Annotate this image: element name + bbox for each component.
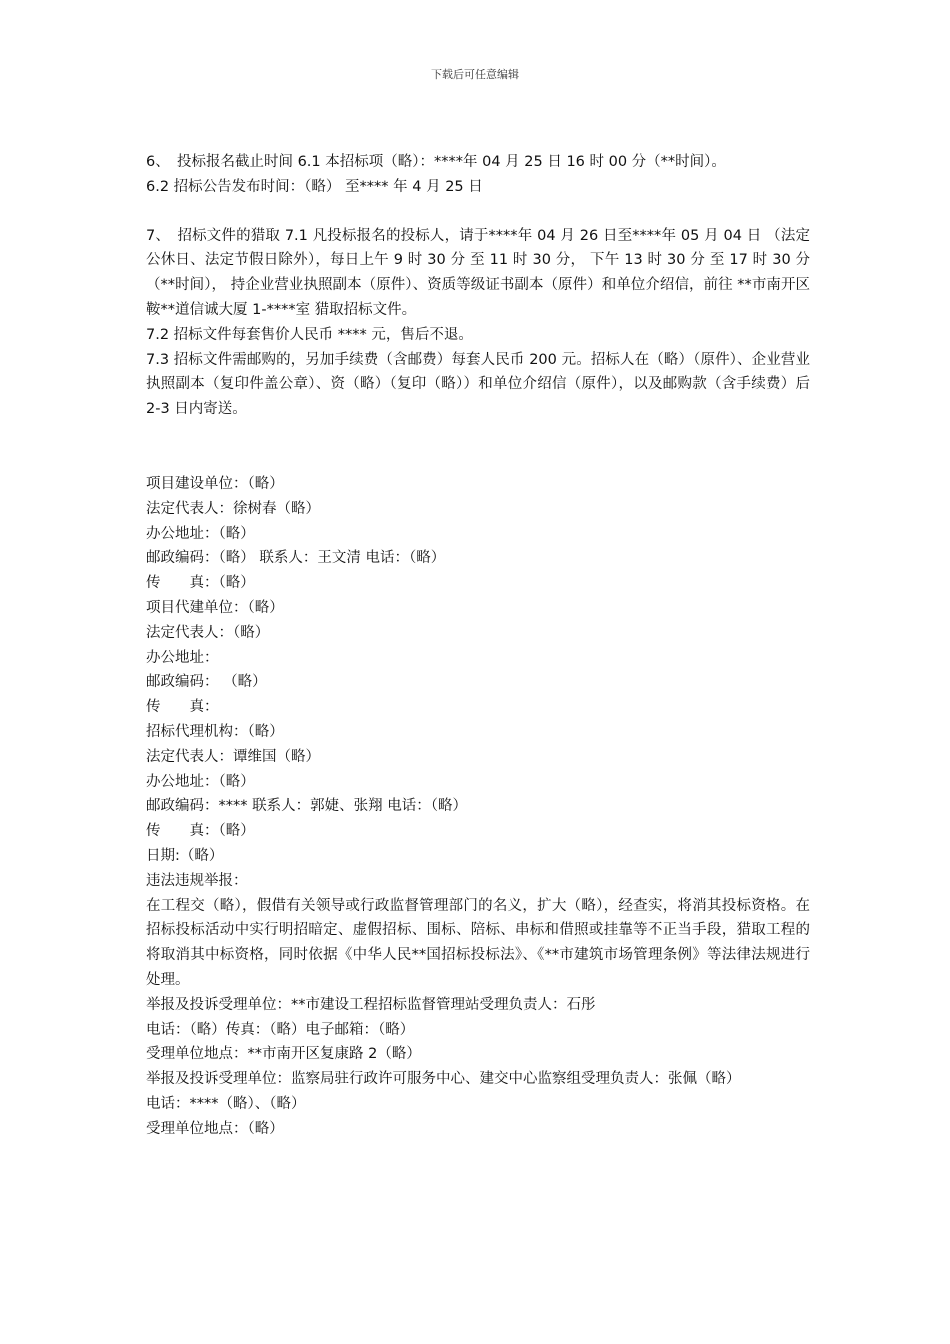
- section-7-1-obtain-documents: 7、 招标文件的猎取 7.1 凡投标报名的投标人，请于****年 04 月 26 日至****年 05 月 04 日 （法定公休日、法定节假日除外），每日上午 9 时 30 分 至 11 时 30 分， 下午 13 时 30 分 至 17 时 30 分（**时间）， 持企业营业执照副本（原件）、资质等级证书副本（原件）和单位介绍信，前往 **市南开区鞍**道信诚大厦 1-****室 猎取招标文件。: [146, 227, 810, 318]
- report-address-1: 受理单位地点：**市南开区复康路 2（略）: [146, 1046, 421, 1063]
- section-7-3-mail-order: 7.3 招标文件需邮购的，另加手续费（含邮费）每套人民币 200 元。招标人在（略）（原件）、企业营业执照副本（复印件盖公章）、资（略）（复印（略））和单位介绍信（原件），以及邮购款（含手续费）后 2-3 日内寄送。: [146, 351, 810, 418]
- contact-line: 办公地址：（略）: [146, 773, 255, 790]
- contact-line: 项目代建单位：（略）: [146, 599, 284, 616]
- contact-line: 邮政编码：（略） 联系人：王文清 电话：（略）: [146, 550, 446, 567]
- contact-line: 邮政编码：**** 联系人：郭婕、张翔 电话：（略）: [146, 798, 467, 815]
- violation-paragraph: 在工程交（略），假借有关领导或行政监督管理部门的名义，扩大（略），经查实，将消其投标资格。在招标投标活动中实行明招暗定、虚假招标、围标、陪标、串标和借照或挂靠等不正当手段，猎取工程的将取消其中标资格，同时依据《中华人民**国招标投标法》、《**市建筑市场管理条例》等法律法规进行处理。: [146, 897, 810, 988]
- contact-line: 违法违规举报：: [146, 872, 248, 889]
- spacer: [146, 200, 810, 224]
- contact-line: 法定代表人：（略）: [146, 624, 270, 641]
- report-phone-1: 电话：（略）传真：（略）电子邮箱：（略）: [146, 1021, 415, 1038]
- contact-line: 项目建设单位：（略）: [146, 475, 284, 492]
- report-unit-2: 举报及投诉受理单位：监察局驻行政许可服务中心、建交中心监察组受理负责人：张佩（略）: [146, 1071, 741, 1088]
- section-6-publish-time: 6.2 招标公告发布时间：（略） 至**** 年 4 月 25 日: [146, 178, 483, 195]
- section-7-2-price: 7.2 招标文件每套售价人民币 **** 元，售后不退。: [146, 326, 473, 343]
- contact-line: 邮政编码： （略）: [146, 674, 267, 691]
- contact-line: 传 真：（略）: [146, 575, 255, 592]
- report-address-2: 受理单位地点：（略）: [146, 1120, 284, 1137]
- page-header: 下载后可任意编辑: [431, 68, 519, 81]
- contact-line: 法定代表人：谭维国（略）: [146, 748, 320, 765]
- contact-line: 传 真：（略）: [146, 823, 255, 840]
- contact-line: 办公地址：（略）: [146, 525, 255, 542]
- report-phone-2: 电话：****（略）、（略）: [146, 1095, 306, 1112]
- contact-line: 日期:（略）: [146, 847, 224, 864]
- document-body: [146, 150, 810, 1141]
- contact-line: 传 真：: [146, 699, 219, 716]
- section-6-deadline: 6、 投标报名截止时间 6.1 本招标项（略）：****年 04 月 25 日 16 时 00 分（**时间）。: [146, 154, 726, 170]
- contact-line: 办公地址：: [146, 649, 219, 666]
- contact-line: 法定代表人：徐树春（略）: [146, 500, 320, 517]
- report-unit-1: 举报及投诉受理单位：**市建设工程招标监督管理站受理负责人：石彤: [146, 996, 596, 1013]
- contact-line: 招标代理机构：（略）: [146, 723, 284, 740]
- spacer: [146, 422, 810, 472]
